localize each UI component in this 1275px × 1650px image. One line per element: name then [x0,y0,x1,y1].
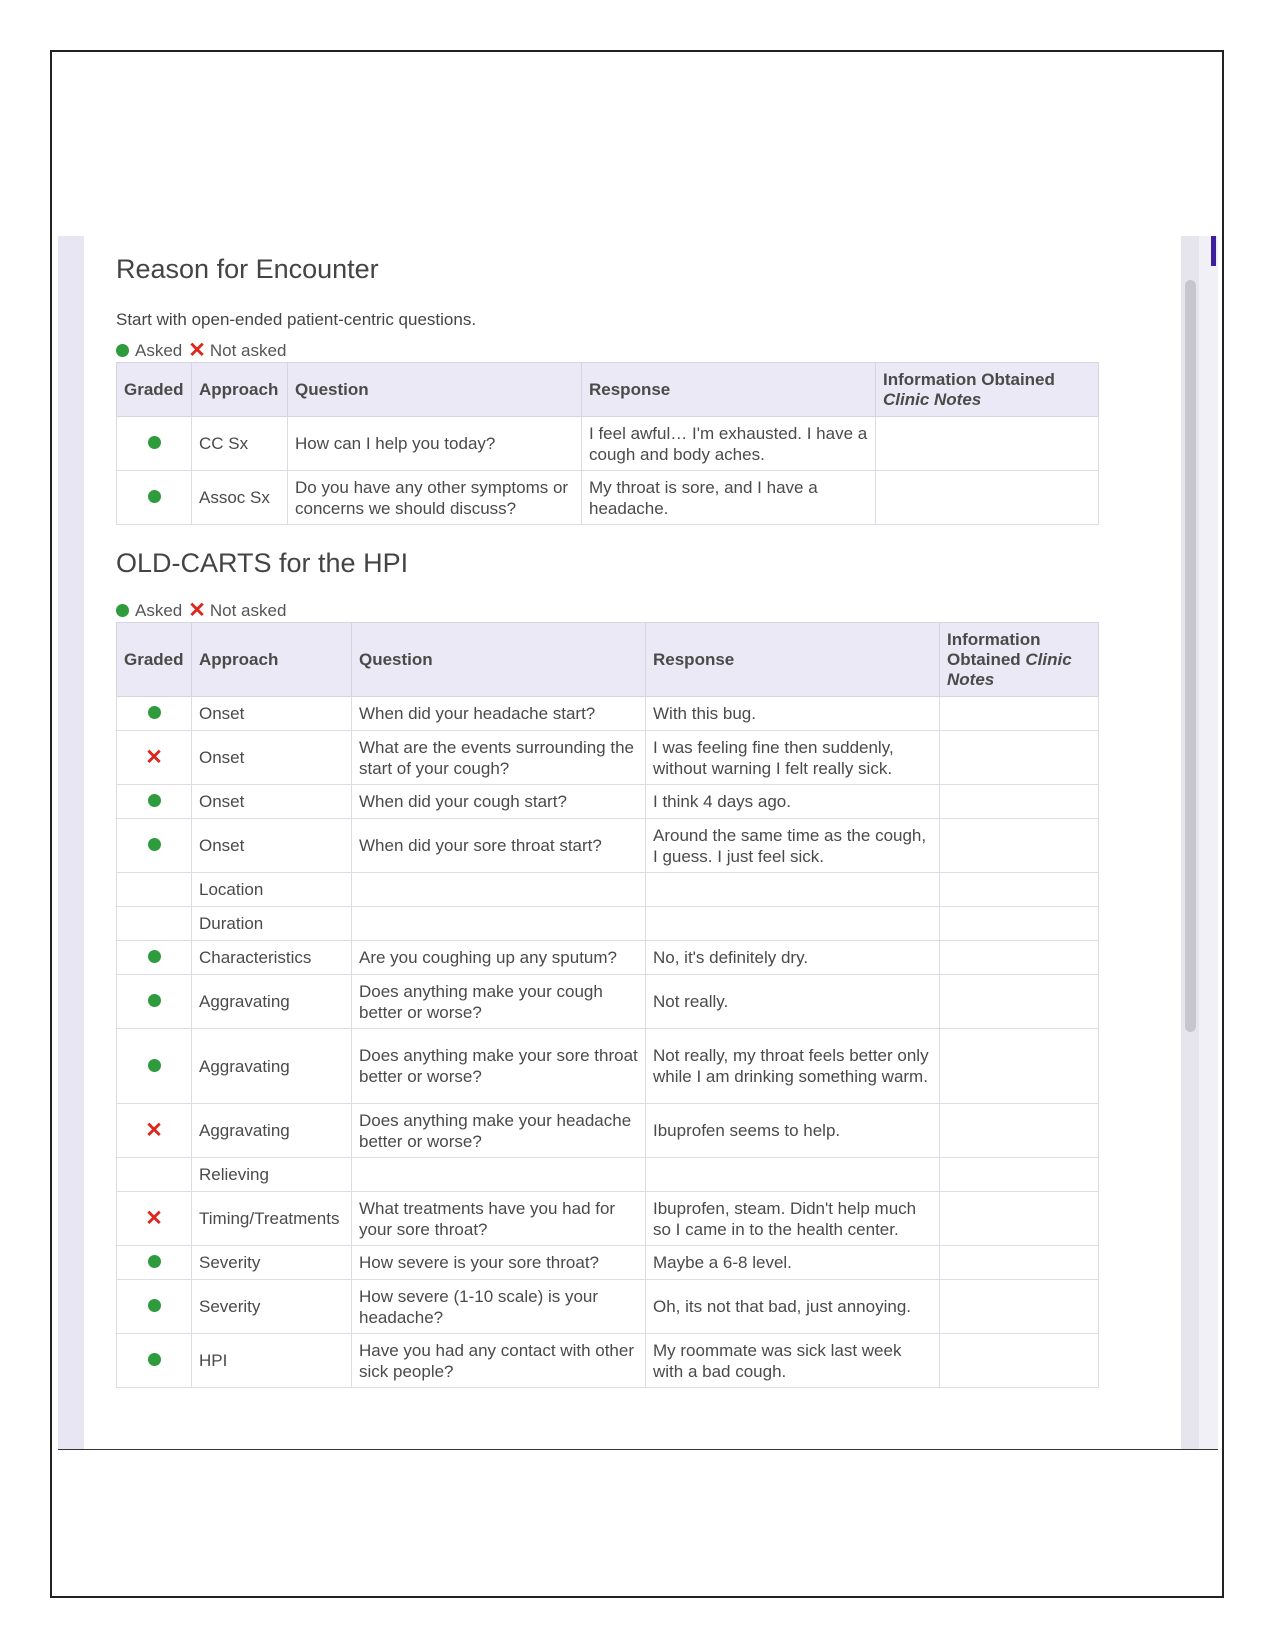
response-cell: I was feeling fine then suddenly, without warning I felt really sick. [646,731,940,785]
section-instructions: Start with open-ended patient-centric questions. [116,310,477,329]
question-cell: What treatments have you had for your sore throat? [352,1192,646,1246]
question-cell: How severe (1-10 scale) is your headache? [352,1280,646,1334]
response-cell: With this bug. [646,697,940,731]
question-cell: When did your cough start? [352,785,646,819]
header-info-line2: Clinic Notes [883,389,982,409]
response-cell: My throat is sore, and I have a headache. [582,471,876,525]
notes-cell[interactable] [876,417,1099,471]
approach-cell: Severity [192,1280,352,1334]
approach-cell: Characteristics [192,941,352,975]
graded-cell [117,1246,192,1280]
accent-bar [1211,236,1216,266]
green-dot-icon [148,1353,161,1366]
notes-cell[interactable] [940,819,1099,873]
green-dot-icon [148,1299,161,1312]
header-info-obtained[interactable] [940,623,1099,697]
question-cell: Are you coughing up any sputum? [352,941,646,975]
table-row [117,697,1099,731]
approach-cell: Onset [192,785,352,819]
question-cell [352,907,646,941]
graded-cell [117,1192,192,1246]
graded-cell [117,471,192,525]
approach-cell: Duration [192,907,352,941]
table-row [117,819,1099,873]
green-dot-icon [148,1059,161,1072]
table-row [117,1246,1099,1280]
legend-asked: Asked [135,600,183,620]
section-title-reason: Reason for Encounter [116,254,379,284]
graded-cell [117,697,192,731]
scrollbar-thumb[interactable] [1185,280,1196,1032]
question-cell: Do you have any other symptoms or concerns we should discuss? [288,471,582,525]
table-header-row [117,363,1099,417]
header-response[interactable]: Response [646,623,940,697]
header-question[interactable]: Question [352,623,646,697]
table-row [117,907,1099,941]
section-title-oldcarts: OLD-CARTS for the HPI [116,548,409,578]
graded-cell [117,1104,192,1158]
notes-cell[interactable] [940,1280,1099,1334]
question-cell: Does anything make your sore throat better or worse? [352,1029,646,1104]
approach-cell: Aggravating [192,1029,352,1104]
green-dot-icon [148,794,161,807]
table-row [117,873,1099,907]
table-row [117,975,1099,1029]
approach-cell: Onset [192,697,352,731]
red-x-icon: ✕ [188,599,206,622]
left-rail [58,236,84,1450]
notes-cell[interactable] [940,1158,1099,1192]
approach-cell: Onset [192,819,352,873]
header-approach[interactable]: Approach [192,623,352,697]
approach-cell: Aggravating [192,1104,352,1158]
question-cell [352,1158,646,1192]
header-info-line3: Notes [947,669,995,689]
response-cell [646,1158,940,1192]
notes-cell[interactable] [940,1104,1099,1158]
question-cell: Does anything make your headache better or worse? [352,1104,646,1158]
question-cell: What are the events surrounding the start of your cough? [352,731,646,785]
question-cell: When did your headache start? [352,697,646,731]
header-graded[interactable]: Graded [117,623,192,697]
graded-cell [117,1334,192,1388]
response-cell: I think 4 days ago. [646,785,940,819]
red-x-icon: ✕ [188,339,206,362]
header-info-obtained[interactable] [876,363,1099,417]
header-info-line2-italic: Clinic [1025,649,1072,669]
legend-not-asked: Not asked [209,600,287,620]
graded-cell [117,417,192,471]
notes-cell[interactable] [940,1192,1099,1246]
question-cell: How severe is your sore throat? [352,1246,646,1280]
question-cell: Does anything make your cough better or worse? [352,975,646,1029]
red-x-icon: ✕ [145,745,163,769]
approach-cell: Onset [192,731,352,785]
response-cell: My roommate was sick last week with a bad cough. [646,1334,940,1388]
response-cell: I feel awful… I'm exhausted. I have a cough and body aches. [582,417,876,471]
red-x-icon: ✕ [145,1206,163,1230]
approach-cell: Timing/Treatments [192,1192,352,1246]
approach-cell: Relieving [192,1158,352,1192]
response-cell: Around the same time as the cough, I guess. I just feel sick. [646,819,940,873]
response-cell: Maybe a 6-8 level. [646,1246,940,1280]
header-question[interactable]: Question [288,363,582,417]
question-cell: Have you had any contact with other sick people? [352,1334,646,1388]
oldcarts-table [116,622,1099,1388]
notes-cell[interactable] [940,907,1099,941]
approach-cell: Assoc Sx [192,471,288,525]
header-approach[interactable]: Approach [192,363,288,417]
approach-cell: Severity [192,1246,352,1280]
legend-asked: Asked [135,340,183,360]
response-cell: Not really. [646,975,940,1029]
graded-cell [117,1280,192,1334]
table-row [117,1192,1099,1246]
response-cell: No, it's definitely dry. [646,941,940,975]
approach-cell: Location [192,873,352,907]
notes-cell[interactable] [876,471,1099,525]
table-row [117,1158,1099,1192]
legend [116,600,286,621]
green-dot-icon [148,1255,161,1268]
table-row [117,1334,1099,1388]
graded-cell [117,941,192,975]
graded-cell [117,731,192,785]
legend-not-asked: Not asked [209,340,287,360]
notes-cell[interactable] [940,731,1099,785]
notes-cell[interactable] [940,975,1099,1029]
question-cell: When did your sore throat start? [352,819,646,873]
graded-cell [117,873,192,907]
table-row [117,941,1099,975]
graded-cell [117,785,192,819]
green-dot-icon [148,490,161,503]
graded-cell [117,1158,192,1192]
question-cell [352,873,646,907]
green-dot-icon [148,436,161,449]
table-row [117,731,1099,785]
graded-cell [117,907,192,941]
question-cell: How can I help you today? [288,417,582,471]
notes-cell[interactable] [940,873,1099,907]
legend [116,340,286,361]
response-cell: Ibuprofen, steam. Didn't help much so I came in to the health center. [646,1192,940,1246]
table-row [117,1029,1099,1104]
approach-cell: Aggravating [192,975,352,1029]
green-dot-icon [116,604,129,617]
notes-cell[interactable] [940,785,1099,819]
notes-cell[interactable] [940,1246,1099,1280]
graded-cell [117,975,192,1029]
response-cell: Not really, my throat feels better only while I am drinking something warm. [646,1029,940,1104]
approach-cell: CC Sx [192,417,288,471]
screenshot-area [58,236,1218,1450]
graded-cell [117,1029,192,1104]
green-dot-icon [148,994,161,1007]
graded-cell [117,819,192,873]
notes-cell[interactable] [940,1334,1099,1388]
header-info-line2: Obtained [947,649,1026,669]
green-dot-icon [116,344,129,357]
table-row [117,417,1099,471]
response-cell [646,907,940,941]
approach-cell: HPI [192,1334,352,1388]
green-dot-icon [148,950,161,963]
header-info-line1: Information [947,629,1041,649]
red-x-icon: ✕ [145,1118,163,1142]
table-row [117,1280,1099,1334]
header-graded[interactable]: Graded [117,363,192,417]
reason-table [116,362,1099,525]
table-row [117,471,1099,525]
green-dot-icon [148,838,161,851]
response-cell: Oh, its not that bad, just annoying. [646,1280,940,1334]
table-row [117,1104,1099,1158]
table-header-row [117,623,1099,697]
response-cell: Ibuprofen seems to help. [646,1104,940,1158]
notes-cell[interactable] [940,1029,1099,1104]
header-response[interactable]: Response [582,363,876,417]
response-cell [646,873,940,907]
green-dot-icon [148,706,161,719]
notes-cell[interactable] [940,941,1099,975]
header-info-line1: Information Obtained [883,369,1055,389]
notes-cell[interactable] [940,697,1099,731]
bottom-divider [58,1449,1218,1450]
table-row [117,785,1099,819]
